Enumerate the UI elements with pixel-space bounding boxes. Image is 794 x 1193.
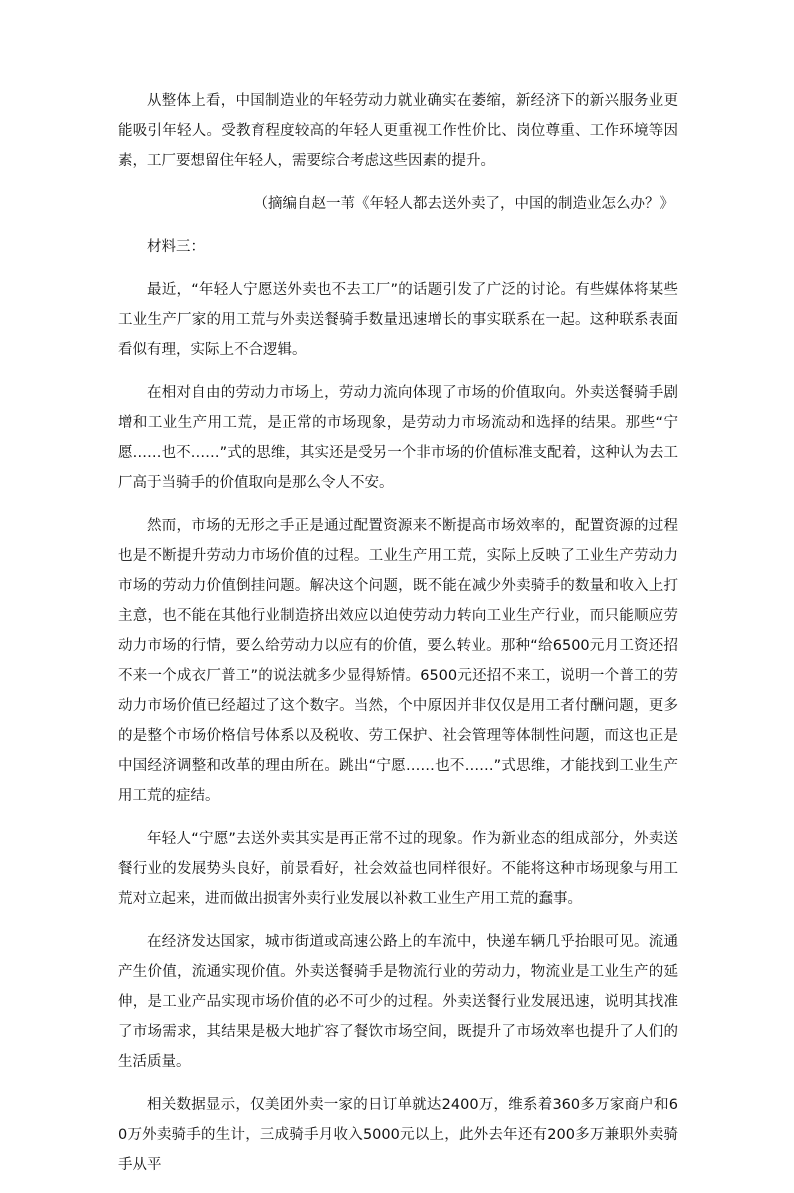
paragraph: 在相对自由的劳动力市场上，劳动力流向体现了市场的价值取向。外卖送餐骑手剧增和工业生产用工荒，是正常的市场现象，是劳动力市场流动和选择的结果。那些“宁愿……也不……”式的思维，其实还是受另一个非市场的价值标准支配着，这种认为去工厂高于当骑手的价值取向是那么令人不安。 [118,385,678,491]
document-page [118,86,678,1193]
paragraph: 然而，市场的无形之手正是通过配置资源来不断提高市场效率的，配置资源的过程也是不断提升劳动力市场价值的过程。工业生产用工荒，实际上反映了工业生产劳动力市场的劳动力价值倒挂问题。解决这个问题，既不能在减少外卖骑手的数量和收入上打主意，也不能在其他行业制造挤出效应以迫使劳动力转向工业生产行业，而只能顺应劳动力市场的行情，要么给劳动力以应有的价值，要么转业。那种“给6500元月工资还招不来一个成衣厂普工”的说法就多少显得矫情。6500元还招不来工，说明一个普工的劳动力市场价值已经超过了这个数字。当然，个中原因并非仅仅是用工者付酬问题，更多的是整个市场价格信号体系以及税收、劳工保护、社会管理等体制性问题，而这也正是中国经济调整和改革的理由所在。跳出“宁愿……也不……”式思维，才能找到工业生产用工荒的症结。 [118,518,678,804]
paragraph: 最近，“年轻人宁愿送外卖也不去工厂”的话题引发了广泛的讨论。有些媒体将某些工业生产厂家的用工荒与外卖送餐骑手数量迅速增长的事实联系在一起。这种联系表面看似有理，实际上不合逻辑。 [118,282,678,358]
paragraph: 相关数据显示，仅美团外卖一家的日订单就达2400万，维系着360多万家商户和60万外卖骑手的生计，三成骑手月收入5000元以上，此外去年还有200多万兼职外卖骑手从平 [118,1097,678,1173]
paragraph: 在经济发达国家，城市街道或高速公路上的车流中，快递车辆几乎抬眼可见。流通产生价值，流通实现价值。外卖送餐骑手是物流行业的劳动力，物流业是工业生产的延伸，是工业产品实现市场价值的必不可少的过程。外卖送餐行业发展迅速，说明其找准了市场需求，其结果是极大地扩容了餐饮市场空间，既提升了市场效率也提升了人们的生活质量。 [118,934,678,1070]
paragraph-intro: 从整体上看，中国制造业的年轻劳动力就业确实在萎缩，新经济下的新兴服务业更能吸引年轻人。受教育程度较高的年轻人更重视工作性价比、岗位尊重、工作环境等因素，工厂要想留住年轻人，需要综合考虑这些因素的提升。 [118,93,678,169]
section-heading: 材料三： [147,239,205,255]
paragraph: 年轻人“宁愿”去送外卖其实是再正常不过的现象。作为新业态的组成部分，外卖送餐行业的发展势头良好，前景看好，社会效益也同样很好。不能将这种市场现象与用工荒对立起来，进而做出损害外卖行业发展以补救工业生产用工荒的蠢事。 [118,831,678,907]
source-citation: （摘编自赵一苇《年轻人都去送外卖了，中国的制造业怎么办？》 [253,196,674,212]
